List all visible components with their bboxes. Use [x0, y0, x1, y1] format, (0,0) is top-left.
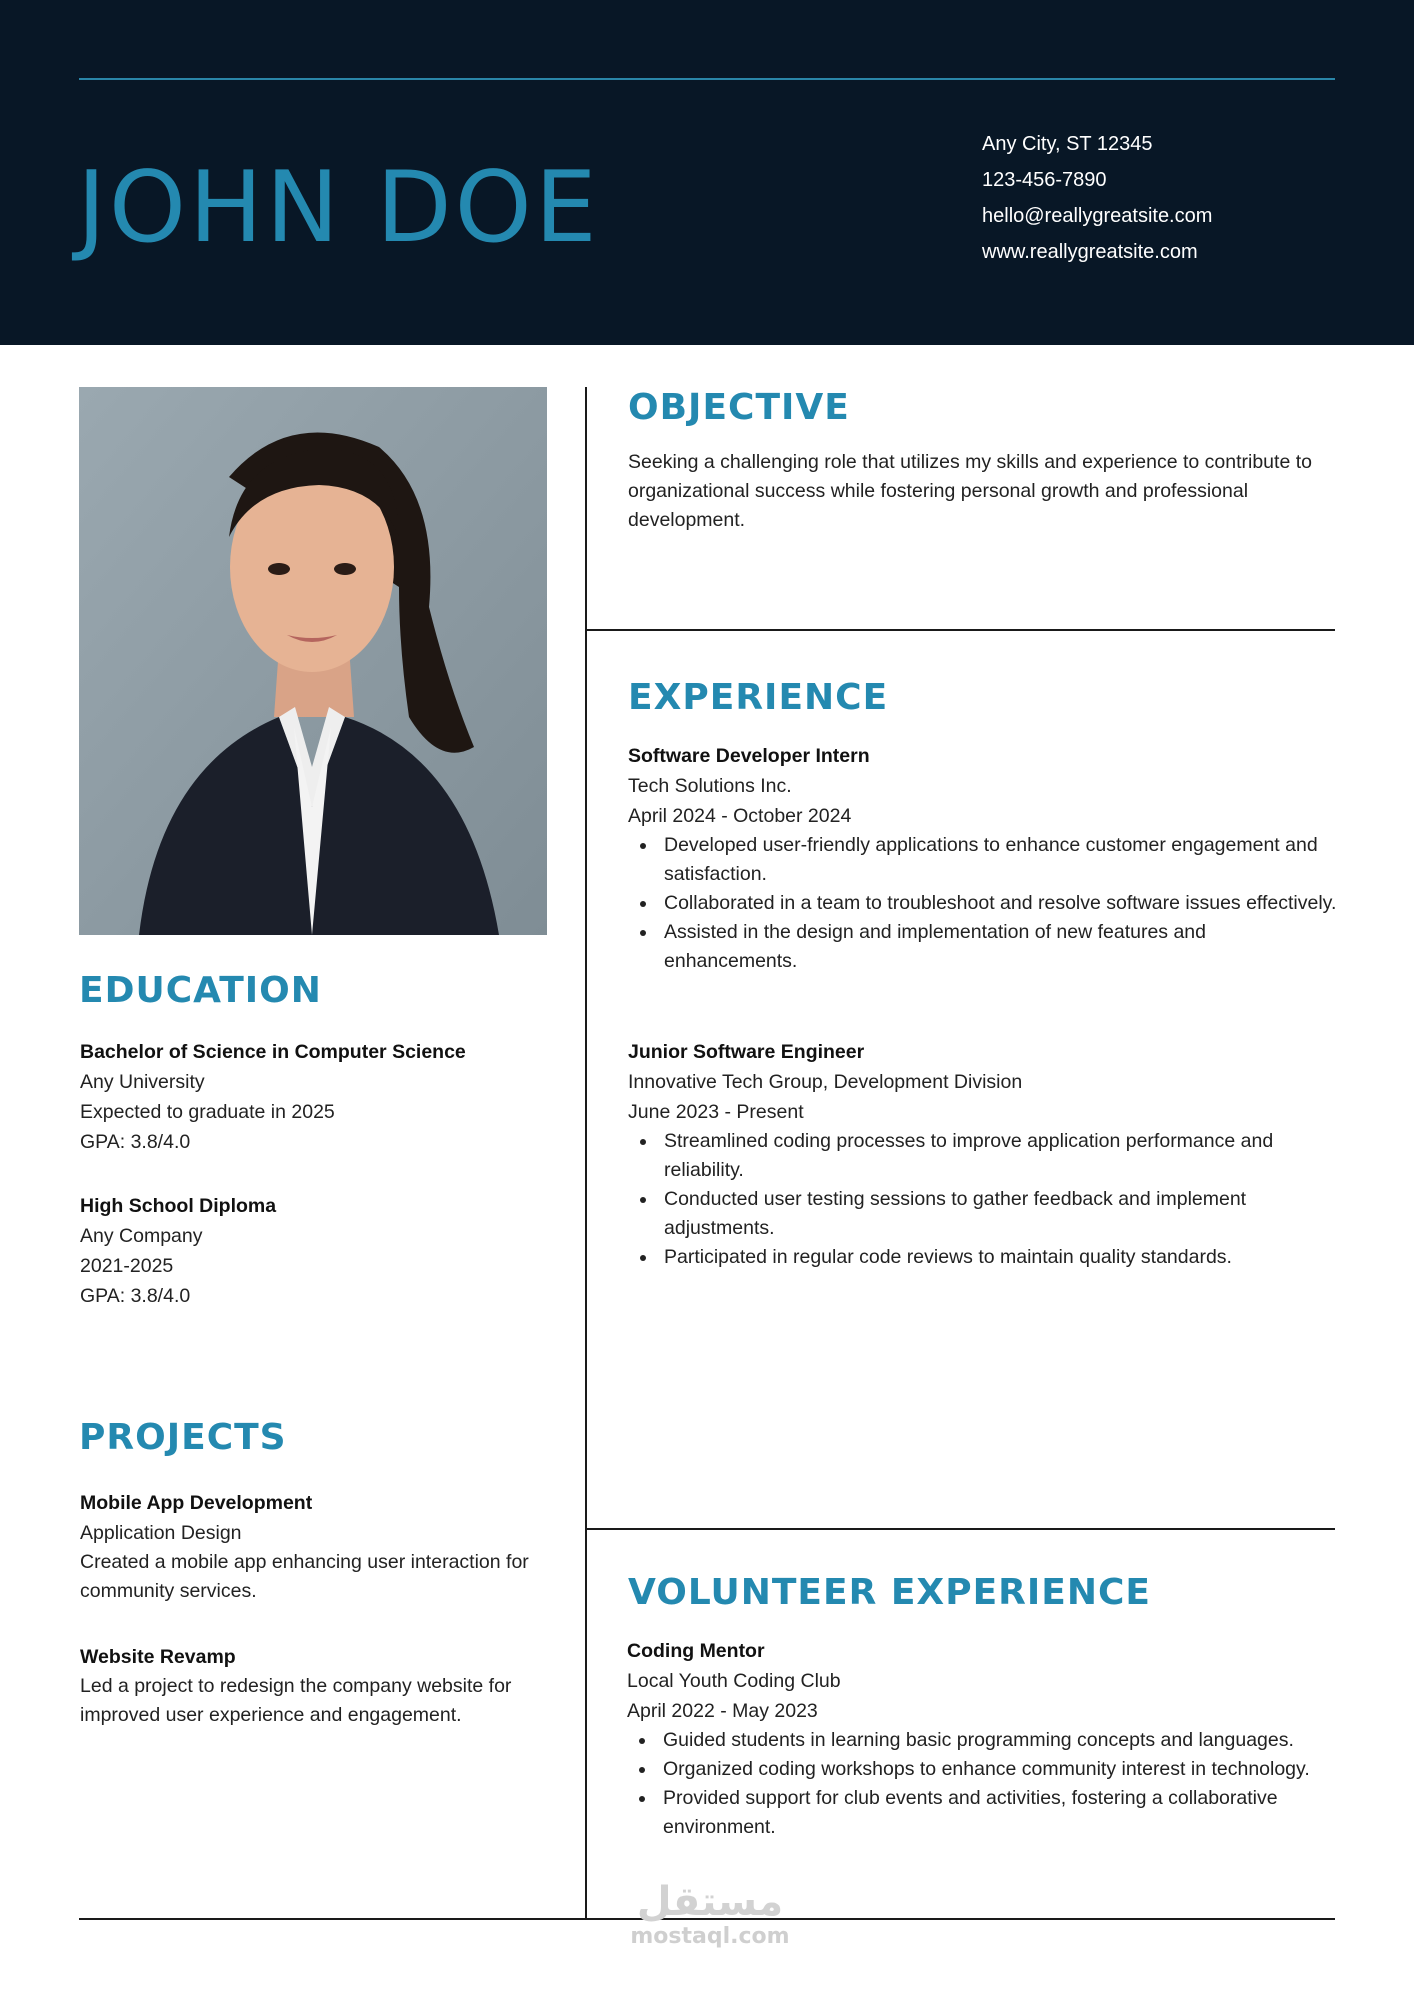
projects-heading: PROJECTS [79, 1417, 287, 1458]
section-divider [586, 629, 1335, 631]
header-divider [79, 78, 1335, 80]
project-item [80, 1642, 560, 1730]
education-dates: 2021-2025 [80, 1255, 174, 1277]
job-bullet: Assisted in the design and implementation of new features and enhancements. [628, 918, 1338, 976]
education-gpa: GPA: 3.8/4.0 [80, 1285, 191, 1307]
experience-item [628, 1037, 1338, 1272]
project-subtitle: Application Design [80, 1522, 242, 1544]
job-title: Junior Software Engineer [628, 1041, 865, 1063]
job-bullet: Developed user-friendly applications to enhance customer engagement and satisfaction. [628, 831, 1338, 889]
project-description: Created a mobile app enhancing user interaction for community services. [80, 1551, 529, 1602]
job-bullet: Conducted user testing sessions to gather feedback and implement adjustments. [628, 1185, 1338, 1243]
degree-title: Bachelor of Science in Computer Science [80, 1041, 466, 1063]
objective-heading: OBJECTIVE [628, 387, 850, 428]
project-description: Led a project to redesign the company website for improved user experience and engagement. [80, 1675, 512, 1726]
volunteer-bullets [627, 1726, 1337, 1842]
header-banner [0, 0, 1414, 345]
experience-item [628, 741, 1338, 976]
contact-address: Any City, ST 12345 [982, 133, 1153, 155]
column-divider [585, 387, 587, 1920]
job-bullet: Collaborated in a team to troubleshoot and resolve software issues effectively. [628, 889, 1338, 918]
volunteer-bullet: Organized coding workshops to enhance community interest in technology. [627, 1755, 1337, 1784]
education-dates: Expected to graduate in 2025 [80, 1101, 335, 1123]
watermark [620, 1880, 800, 1950]
candidate-name: JOHN DOE [77, 151, 600, 265]
objective-section [628, 448, 1338, 535]
contact-phone: 123-456-7890 [982, 169, 1107, 191]
job-bullet: Streamlined coding processes to improve application performance and reliability. [628, 1127, 1338, 1185]
project-item [80, 1488, 560, 1606]
volunteer-bullet: Provided support for club events and activities, fostering a collaborative environment. [627, 1784, 1337, 1842]
volunteer-item [627, 1636, 1337, 1842]
job-company: Tech Solutions Inc. [628, 775, 792, 797]
contact-website[interactable]: www.reallygreatsite.com [982, 241, 1198, 263]
volunteer-role: Coding Mentor [627, 1640, 765, 1662]
degree-title: High School Diploma [80, 1195, 277, 1217]
job-title: Software Developer Intern [628, 745, 870, 767]
school-name: Any University [80, 1071, 205, 1093]
section-divider [586, 1528, 1335, 1530]
school-name: Any Company [80, 1225, 203, 1247]
volunteer-org: Local Youth Coding Club [627, 1670, 841, 1692]
education-item [80, 1191, 560, 1311]
job-company: Innovative Tech Group, Development Division [628, 1071, 1023, 1093]
volunteer-bullet: Guided students in learning basic programming concepts and languages. [627, 1726, 1337, 1755]
job-dates: April 2024 - October 2024 [628, 805, 852, 827]
volunteer-heading: VOLUNTEER EXPERIENCE [628, 1572, 1152, 1613]
contact-email[interactable]: hello@reallygreatsite.com [982, 205, 1213, 227]
job-bullets [628, 831, 1338, 976]
education-heading: EDUCATION [79, 970, 322, 1011]
education-item [80, 1037, 560, 1157]
objective-text: Seeking a challenging role that utilizes my skills and experience to contribute to organizational success while fostering personal growth and professional development. [628, 451, 1312, 531]
job-dates: June 2023 - Present [628, 1101, 804, 1123]
job-bullets [628, 1127, 1338, 1272]
watermark-text: mostaql.com [630, 1924, 790, 1949]
watermark-logo: مستقل [636, 1879, 784, 1925]
project-name: Website Revamp [80, 1646, 236, 1668]
profile-photo [79, 387, 547, 935]
contact-info [982, 126, 1212, 270]
experience-heading: EXPERIENCE [628, 677, 889, 718]
volunteer-dates: April 2022 - May 2023 [627, 1700, 818, 1722]
job-bullet: Participated in regular code reviews to maintain quality standards. [628, 1243, 1338, 1272]
education-gpa: GPA: 3.8/4.0 [80, 1131, 191, 1153]
project-name: Mobile App Development [80, 1492, 313, 1514]
